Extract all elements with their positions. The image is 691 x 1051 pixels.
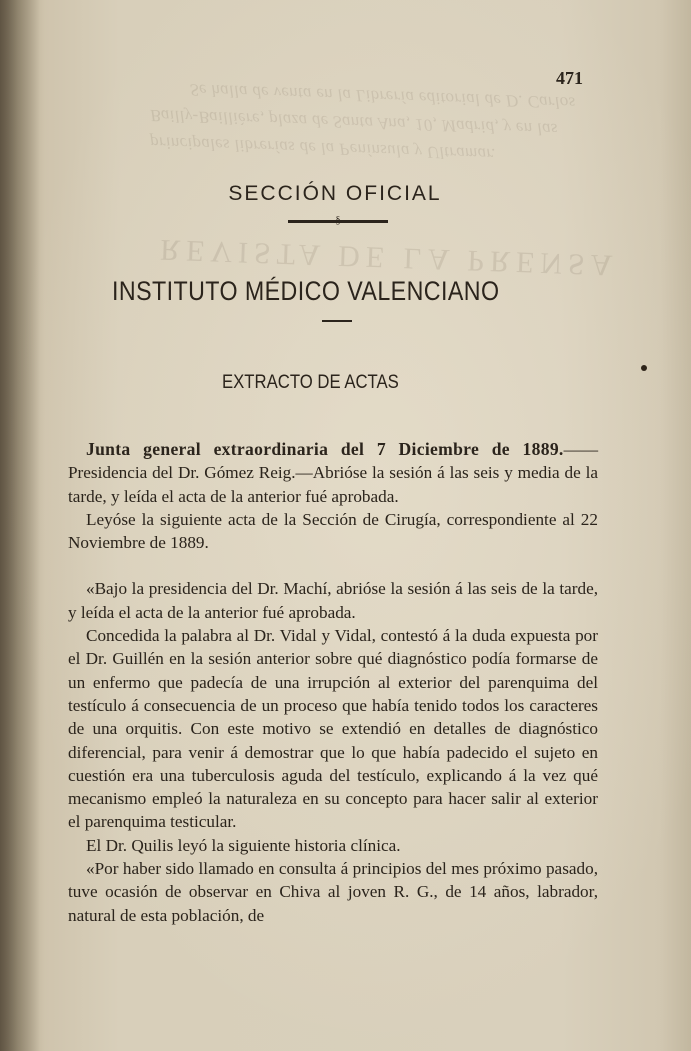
bleedthrough-line-3: principales librerías de la Península y Ultramar. bbox=[149, 132, 497, 165]
page-number: 471 bbox=[556, 68, 583, 88]
bleedthrough-line-1: Se halla de venta en la Librería editorial de D. Carlos bbox=[189, 80, 576, 113]
section-heading: SECCIÓN OFICIAL bbox=[228, 182, 442, 205]
ink-spot bbox=[641, 365, 647, 371]
session-presidency: ——Presidencia del Dr. Gómez Reig.—Abrióse la sesión á las seis y media de la tarde, y leída el acta de la anterior fué aprobada. bbox=[68, 440, 598, 506]
article-body bbox=[68, 438, 598, 927]
paragraph-session-header bbox=[68, 438, 598, 508]
institute-title bbox=[112, 276, 500, 307]
gutter-shadow bbox=[0, 0, 40, 1051]
bleedthrough-line-4: REVISTA DE LA PRENSA bbox=[159, 233, 619, 282]
session-lead: Junta general extraordinaria del 7 Diciembre de 1889. bbox=[86, 439, 564, 459]
section-ornament: § bbox=[335, 215, 341, 226]
paragraph-clinical-history: «Por haber sido llamado en consulta á principios del mes próximo pasado, tuve ocasión de observar en Chiva al joven R. G., de 14 años, labrador, natural de esta población, de bbox=[68, 859, 598, 925]
paragraph-quote-opening: «Bajo la presidencia del Dr. Machí, abrióse la sesión á las seis de la tarde, y leída el acta de la anterior fué aprobada. bbox=[68, 579, 598, 622]
paragraph-quilis: El Dr. Quilis leyó la siguiente historia clínica. bbox=[86, 835, 401, 855]
paragraph-vidal-response: Concedida la palabra al Dr. Vidal y Vidal, contestó á la duda expuesta por el Dr. Guillén en la sesión anterior sobre qué diagnóstico podía formarse de un enfermo que padecía de una irrupción al exterior del parenquima del testículo á consecuencia de un proceso que había tenido todos los caracteres de una orquitis. Con este motivo se extendió en detalles de diagnóstico diferencial, para venir á demostrar que lo que había padecido el sujeto en cuestión era una tuberculosis aguda del testículo, explicando á la vez qué mecanismo empleó la naturaleza en su concepto para hacer salir al exterior el parenquima testicular. bbox=[68, 626, 598, 832]
title-rule bbox=[322, 320, 352, 322]
paragraph-surgery-minutes: Leyóse la siguiente acta de la Sección de Cirugía, correspondiente al 22 Noviembre de 1889. bbox=[68, 509, 598, 553]
bleedthrough-line-2: Bailly-Baillière, plaza de Santa Ana, 10, Madrid, y en las bbox=[149, 105, 559, 140]
institute-title-text: INSTITUTO MÉDICO VALENCIANO bbox=[112, 276, 500, 306]
extract-heading: EXTRACTO DE ACTAS bbox=[222, 372, 399, 393]
